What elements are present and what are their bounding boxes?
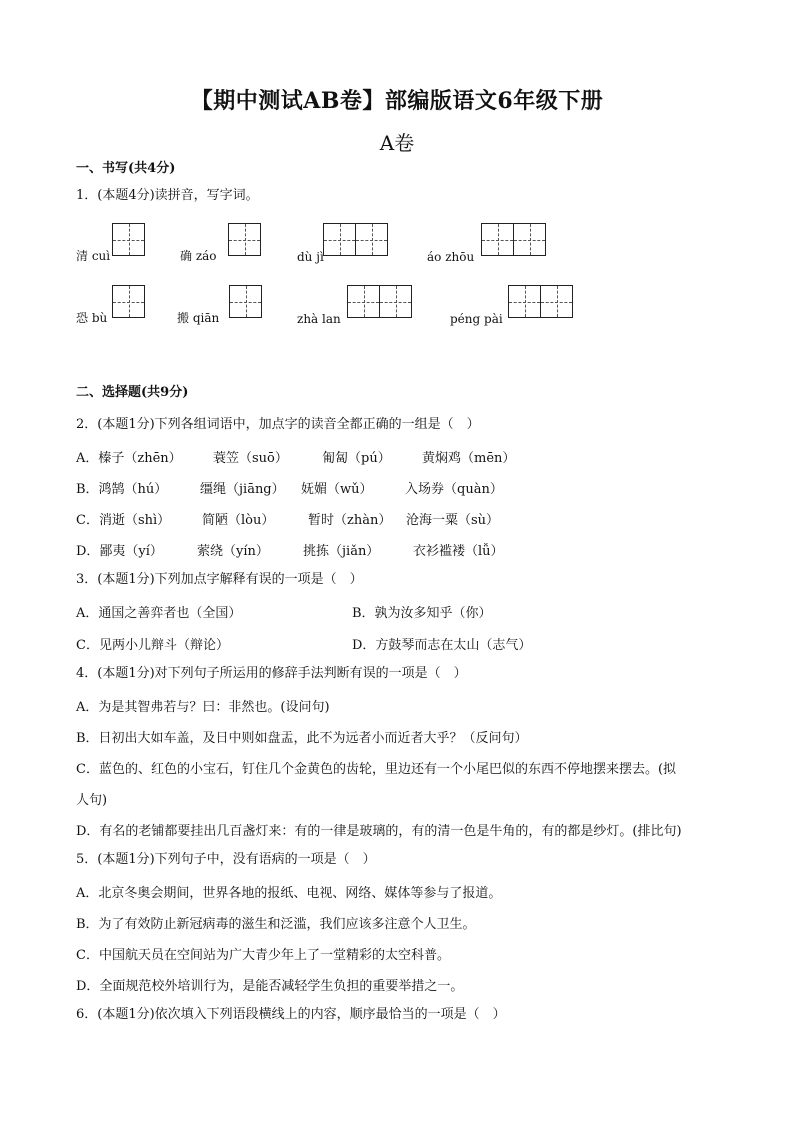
- q2-option-b-1: B．鸿鹄（hú）: [76, 482, 168, 497]
- pinyin-label: 清 cuì: [76, 249, 111, 263]
- pinyin-label: zhà lan: [297, 312, 341, 326]
- section2-heading: 二、选择题(共9分): [76, 385, 189, 400]
- writing-cell[interactable]: [513, 223, 546, 256]
- q4-option-d: D．有名的老铺都要挂出几百盏灯来：有的一律是玻璃的，有的清一色是牛角的，有的都是纱灯。(排比句): [76, 824, 682, 839]
- writing-cell[interactable]: [540, 285, 573, 318]
- pinyin-label: dù jì: [297, 250, 324, 264]
- page-title: 【期中测试AB卷】部编版语文6年级下册: [190, 88, 604, 114]
- pinyin-label: péng pài: [450, 312, 503, 326]
- writing-cell[interactable]: [347, 285, 380, 318]
- q3-option-a: A．通国之善弈者也（全国）: [76, 606, 242, 621]
- writing-grid[interactable]: [112, 223, 145, 256]
- pinyin-label: 恐 bù: [76, 311, 108, 325]
- q4-option-a: A．为是其智弗若与？曰：非然也。(设问句): [76, 700, 330, 715]
- writing-cell[interactable]: [481, 223, 514, 256]
- q5-option-d: D．全面规范校外培训行为，是能否减轻学生负担的重要举措之一。: [76, 979, 464, 994]
- q2-option-d-1: D．鄙夷（yí）: [76, 544, 163, 559]
- writing-cell[interactable]: [355, 223, 388, 256]
- writing-grid[interactable]: [508, 285, 573, 318]
- writing-cell[interactable]: [228, 223, 261, 256]
- question-1-stem: 1．(本题4分)读拼音，写字词。: [76, 188, 259, 203]
- q3-option-b: B．孰为汝多知乎（你）: [352, 606, 492, 621]
- writing-grid[interactable]: [481, 223, 546, 256]
- q2-option-a-4: 黄焖鸡（mēn）: [422, 451, 516, 466]
- writing-cell[interactable]: [508, 285, 541, 318]
- q2-option-c-2: 简陋（lòu）: [202, 513, 275, 528]
- q2-option-c-4: 沧海一粟（sù）: [406, 513, 500, 528]
- q2-option-b-2: 缰绳（jiāng）: [200, 482, 285, 497]
- q2-option-a-1: A．榛子（zhēn）: [76, 451, 182, 466]
- q2-option-b-4: 入场券（quàn）: [405, 482, 503, 497]
- q4-option-b: B．日初出大如车盖，及日中则如盘盂，此不为远者小而近者大乎？（反问句）: [76, 731, 528, 746]
- question-4-stem: 4．(本题1分)对下列句子所运用的修辞手法判断有误的一项是（ ）: [76, 666, 467, 681]
- q2-option-b-3: 妩媚（wǔ）: [301, 482, 373, 497]
- writing-grid[interactable]: [228, 223, 261, 256]
- pinyin-label: 确 záo: [180, 249, 217, 263]
- q2-option-a-3: 匍匐（pú）: [322, 451, 391, 466]
- q5-option-a: A．北京冬奥会期间，世界各地的报纸、电视、网络、媒体等参与了报道。: [76, 886, 502, 901]
- writing-cell[interactable]: [112, 223, 145, 256]
- q3-option-c: C．见两小儿辩斗（辩论）: [76, 638, 229, 653]
- section1-heading: 一、书写(共4分): [76, 161, 176, 176]
- q2-option-c-3: 暂时（zhàn）: [308, 513, 392, 528]
- q2-option-c-1: C．消逝（shì）: [76, 513, 171, 528]
- writing-cell[interactable]: [323, 223, 356, 256]
- writing-grid[interactable]: [112, 285, 145, 318]
- writing-grid[interactable]: [229, 285, 262, 318]
- question-2-stem: 2．(本题1分)下列各组词语中，加点字的读音全都正确的一组是（ ）: [76, 417, 480, 432]
- question-3-stem: 3．(本题1分)下列加点字解释有误的一项是（ ）: [76, 572, 363, 587]
- writing-cell[interactable]: [379, 285, 412, 318]
- q2-option-d-3: 挑拣（jiǎn）: [303, 544, 380, 559]
- page-subtitle: A卷: [379, 131, 415, 155]
- q2-option-a-2: 蓑笠（suō）: [213, 451, 288, 466]
- writing-cell[interactable]: [229, 285, 262, 318]
- q5-option-b: B．为了有效防止新冠病毒的滋生和泛滥，我们应该多注意个人卫生。: [76, 917, 476, 932]
- q4-option-c-cont: 人句): [76, 793, 108, 808]
- writing-grid[interactable]: [347, 285, 412, 318]
- q4-option-c: C．蓝色的、红色的小宝石，钉住几个金黄色的齿轮，里边还有一个小尾巴似的东西不停地摆来摆去。(拟: [76, 762, 677, 777]
- writing-grid[interactable]: [323, 223, 388, 256]
- q2-option-d-4: 衣衫褴褛（lǚ）: [413, 544, 504, 559]
- q2-option-d-2: 萦绕（yín）: [197, 544, 269, 559]
- writing-cell[interactable]: [112, 285, 145, 318]
- q5-option-c: C．中国航天员在空间站为广大青少年上了一堂精彩的太空科普。: [76, 948, 450, 963]
- question-5-stem: 5．(本题1分)下列句子中，没有语病的一项是（ ）: [76, 852, 376, 867]
- pinyin-label: 搬 qiān: [177, 311, 220, 325]
- pinyin-label: áo zhōu: [427, 250, 475, 264]
- q3-option-d: D．方鼓琴而志在太山（志气）: [352, 638, 532, 653]
- question-6-stem: 6．(本题1分)依次填入下列语段横线上的内容，顺序最恰当的一项是（ ）: [76, 1007, 506, 1022]
